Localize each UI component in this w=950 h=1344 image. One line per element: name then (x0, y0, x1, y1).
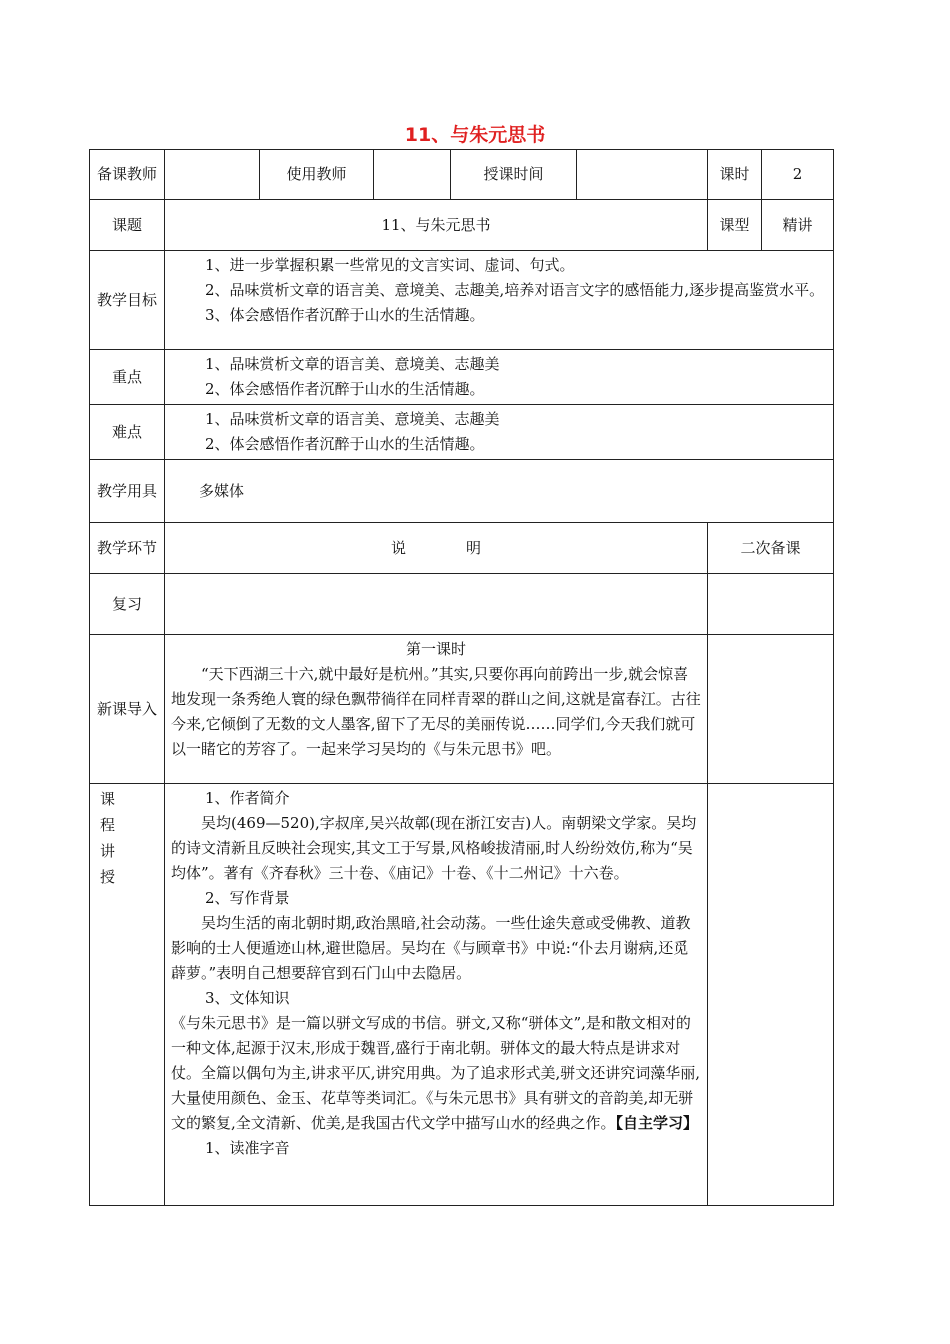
prep-teacher-label: 备课教师 (90, 150, 165, 200)
lecture-content (165, 784, 708, 1206)
time-value (577, 150, 708, 200)
intro-row (90, 635, 834, 784)
tools-label: 教学用具 (90, 460, 165, 523)
type-value: 精讲 (762, 200, 834, 251)
page-title: 11、与朱元思书 (404, 124, 546, 146)
section-heading: 3、文体知识 (205, 989, 290, 1007)
difficulties-content (165, 405, 834, 460)
section-desc: 说 明 (165, 523, 708, 574)
second-prep-label: 二次备课 (708, 523, 834, 574)
genre-text: 《与朱元思书》是一篇以骈文写成的书信。骈文,又称“骈体文”,是和散文相对的一种文体,起源于汉末,形成于魏晋,盛行于南北朝。骈体文的最大特点是讲求对仗。全篇以偶句为主,讲求平仄,讲究用典。为了追求形式美,骈文还讲究词藻华丽,大量使用颜色、金玉、花草等类词汇。《与朱元思书》具有骈文的音韵美,却无骈文的繁复,全文清新、优美,是我国古代文学中描写山水的经典之作。 (171, 1014, 701, 1132)
section-text (171, 1011, 701, 1136)
section-heading: 1、读准字音 (205, 1139, 290, 1157)
section-header-row (90, 523, 834, 574)
objectives-label: 教学目标 (90, 251, 165, 350)
lecture-row (90, 784, 834, 1206)
tools-value: 多媒体 (165, 460, 834, 523)
lecture-label-char: 程 (100, 816, 116, 834)
topic-row (90, 200, 834, 251)
review-label: 复习 (90, 574, 165, 635)
difficulties-row (90, 405, 834, 460)
review-second-cell (708, 574, 834, 635)
intro-second-cell (708, 635, 834, 784)
self-study-heading: 【自主学习】 (615, 1114, 699, 1132)
lesson-plan-table (89, 149, 834, 1206)
prep-teacher-value (165, 150, 260, 200)
key-point-item: 2、体会感悟作者沉醉于山水的生活情趣。 (205, 380, 485, 398)
intro-heading: 第一课时 (405, 640, 466, 658)
period-value: 2 (762, 150, 834, 200)
lecture-label (90, 784, 165, 1206)
section-heading: 2、写作背景 (205, 889, 290, 907)
objectives-row (90, 251, 834, 350)
type-label: 课型 (708, 200, 762, 251)
topic-label: 课题 (90, 200, 165, 251)
section-heading: 1、作者简介 (205, 789, 290, 807)
objective-item: 2、品味赏析文章的语言美、意境美、志趣美,培养对语言文字的感悟能力,逐步提高鉴赏水平。 (205, 281, 825, 299)
time-label: 授课时间 (451, 150, 577, 200)
lecture-label-char: 课 (100, 790, 116, 808)
objective-item: 3、体会感悟作者沉醉于山水的生活情趣。 (205, 306, 485, 324)
objective-item: 1、进一步掌握积累一些常见的文言实词、虚词、句式。 (205, 256, 575, 274)
section-label: 教学环节 (90, 523, 165, 574)
use-teacher-label: 使用教师 (260, 150, 374, 200)
tools-row (90, 460, 834, 523)
key-points-content (165, 350, 834, 405)
period-label: 课时 (708, 150, 762, 200)
difficulty-item: 2、体会感悟作者沉醉于山水的生活情趣。 (205, 435, 485, 453)
review-value (165, 574, 708, 635)
lecture-label-char: 讲 (100, 842, 116, 860)
use-teacher-value (374, 150, 451, 200)
lecture-second-cell (708, 784, 834, 1206)
intro-label: 新课导入 (90, 635, 165, 784)
section-text: 吴均生活的南北朝时期,政治黑暗,社会动荡。一些仕途失意或受佛教、道教影响的士人便遁迹山林,避世隐居。吴均在《与顾章书》中说:“仆去月谢病,还觅薜萝。”表明自己想要辞官到石门山中去隐居。 (171, 914, 691, 982)
intro-text: “天下西湖三十六,就中最好是杭州。”其实,只要你再向前跨出一步,就会惊喜地发现一条秀绝人寰的绿色飘带徜徉在同样青翠的群山之间,这就是富春江。古往今来,它倾倒了无数的文人墨客,留下了无尽的美丽传说……同学们,今天我们就可以一睹它的芳容了。一起来学习吴均的《与朱元思书》吧。 (171, 665, 701, 758)
difficulties-label: 难点 (90, 405, 165, 460)
key-point-item: 1、品味赏析文章的语言美、意境美、志趣美 (205, 355, 500, 373)
lecture-label-char: 授 (100, 868, 116, 886)
intro-content (165, 635, 708, 784)
section-text: 吴均(469—520),字叔庠,吴兴故鄣(现在浙江安吉)人。南朝梁文学家。吴均的诗文清新且反映社会现实,其文工于写景,风格峻拔清丽,时人纷纷效仿,称为“吴均体”。著有《齐春秋》三十卷、《庙记》十卷、《十二州记》十六卷。 (171, 814, 697, 882)
key-points-label: 重点 (90, 350, 165, 405)
topic-value: 11、与朱元思书 (165, 200, 708, 251)
key-points-row (90, 350, 834, 405)
difficulty-item: 1、品味赏析文章的语言美、意境美、志趣美 (205, 410, 500, 428)
review-row (90, 574, 834, 635)
objectives-content (165, 251, 834, 350)
header-row (90, 150, 834, 200)
